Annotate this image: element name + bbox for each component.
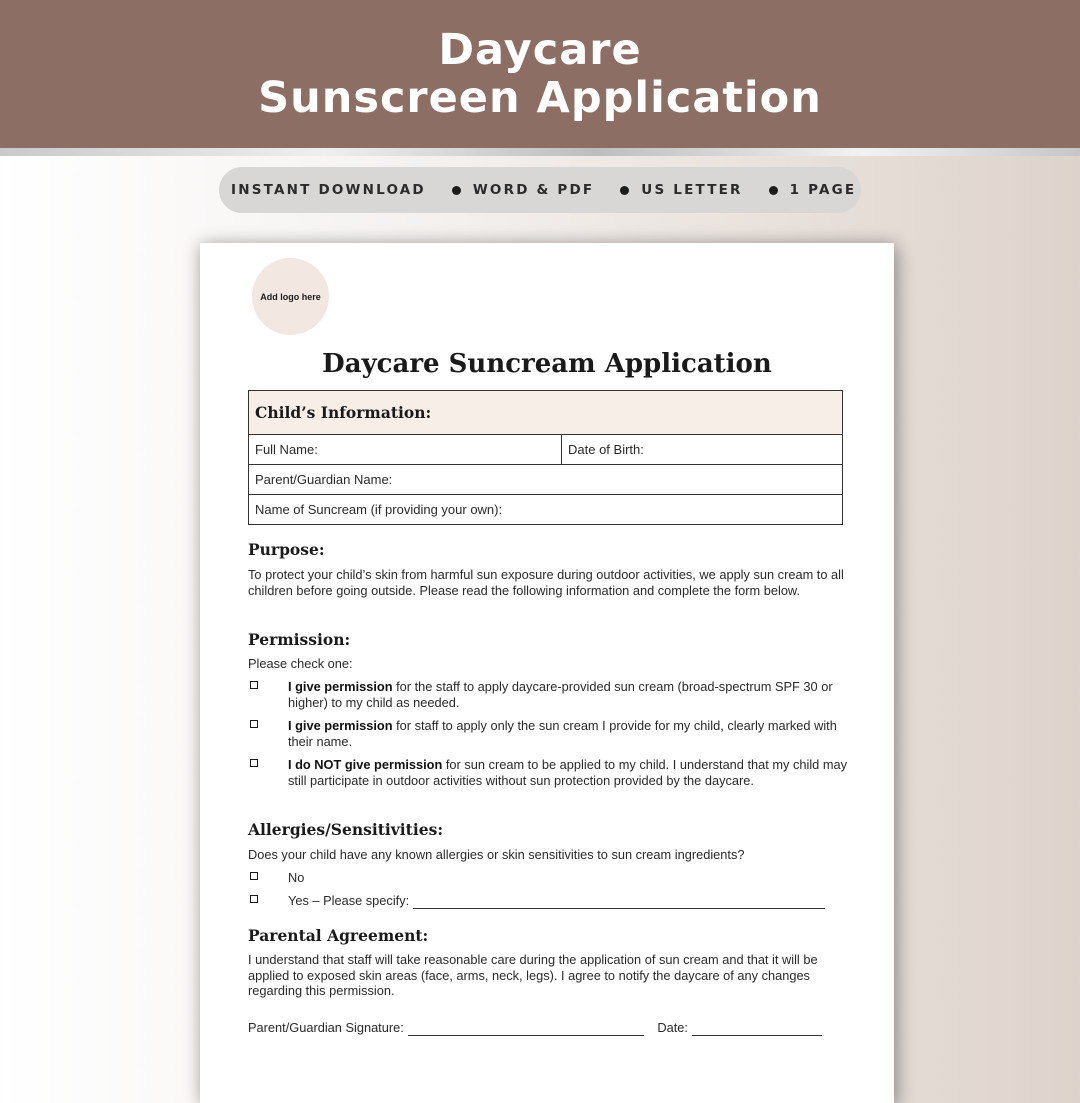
child-info-heading: Child’s Information: (249, 391, 842, 435)
table-row (249, 495, 842, 524)
checkbox-icon[interactable] (250, 895, 258, 903)
option-bold: I give permission (288, 679, 393, 694)
feature-us-letter: US LETTER (641, 182, 743, 198)
option-text (288, 757, 848, 788)
option-rest: for sun cream to be applied to my child. I understand that my child may still participate in outdoor activities without sun protection provided by the daycare. (288, 757, 848, 788)
option-text (288, 718, 848, 749)
option-rest: for staff to apply only the sun cream I provide for my child, clearly marked with their name. (288, 718, 837, 749)
option-bold: I give permission (288, 718, 393, 733)
checkbox-icon[interactable] (250, 681, 258, 689)
agreement-text: I understand that staff will take reasonable care during the application of sun cream and that it will be applied to exposed skin areas (face, arms, neck, legs). I agree to notify the daycare of any changes regarding this permission. (248, 952, 818, 998)
signature-row (248, 1020, 848, 1036)
agreement-heading: Parental Agreement: (248, 926, 429, 945)
option-text (288, 893, 848, 909)
guardian-name-field[interactable]: Parent/Guardian Name: (255, 472, 393, 487)
purpose-heading: Purpose: (248, 540, 325, 559)
checkbox-icon[interactable] (250, 720, 258, 728)
option-text: No (288, 870, 305, 885)
form-title: Daycare Suncream Application (322, 349, 772, 379)
allergies-question: Does your child have any known allergies or skin sensitivities to sun cream ingredients? (248, 847, 745, 862)
checkbox-icon[interactable] (250, 872, 258, 880)
option-label: Yes – Please specify: (288, 893, 410, 908)
banner-title-line-1: Daycare (438, 25, 642, 75)
specify-line[interactable] (413, 895, 825, 909)
table-row (249, 435, 842, 465)
title-banner (0, 0, 1080, 148)
logo-placeholder: Add logo here (252, 258, 329, 335)
banner-title-line-2: Sunscreen Application (258, 73, 822, 123)
full-name-field[interactable]: Full Name: (249, 435, 562, 464)
suncream-name-field[interactable]: Name of Suncream (if providing your own): (255, 502, 503, 517)
feature-pill (219, 167, 861, 213)
checkbox-icon[interactable] (250, 759, 258, 767)
date-line[interactable] (692, 1022, 822, 1036)
form-document (200, 243, 894, 1103)
bullet-dot-icon (452, 186, 461, 195)
bullet-dot-icon (620, 186, 629, 195)
date-label: Date: (657, 1020, 688, 1035)
option-bold: I do NOT give permission (288, 757, 443, 772)
feature-instant-download: INSTANT DOWNLOAD (231, 182, 426, 198)
option-text (288, 679, 848, 710)
allergies-heading: Allergies/Sensitivities: (248, 820, 444, 839)
purpose-text: To protect your child’s skin from harmful sun exposure during outdoor activities, we apply sun cream to all children before going outside. Please read the following information and complete the form below. (248, 567, 844, 598)
signature-line[interactable] (408, 1022, 644, 1036)
option-rest: for the staff to apply daycare-provided sun cream (broad-spectrum SPF 30 or higher) to my child as needed. (288, 679, 833, 710)
permission-heading: Permission: (248, 630, 351, 649)
date-of-birth-field[interactable]: Date of Birth: (568, 442, 644, 457)
bullet-dot-icon (769, 186, 778, 195)
table-row (249, 465, 842, 495)
feature-word-pdf: WORD & PDF (472, 182, 595, 198)
permission-instruction: Please check one: (248, 656, 353, 671)
signature-label: Parent/Guardian Signature: (248, 1020, 404, 1035)
child-info-table (248, 390, 843, 525)
feature-1-page: 1 PAGE (789, 182, 857, 198)
silver-divider (0, 148, 1080, 156)
